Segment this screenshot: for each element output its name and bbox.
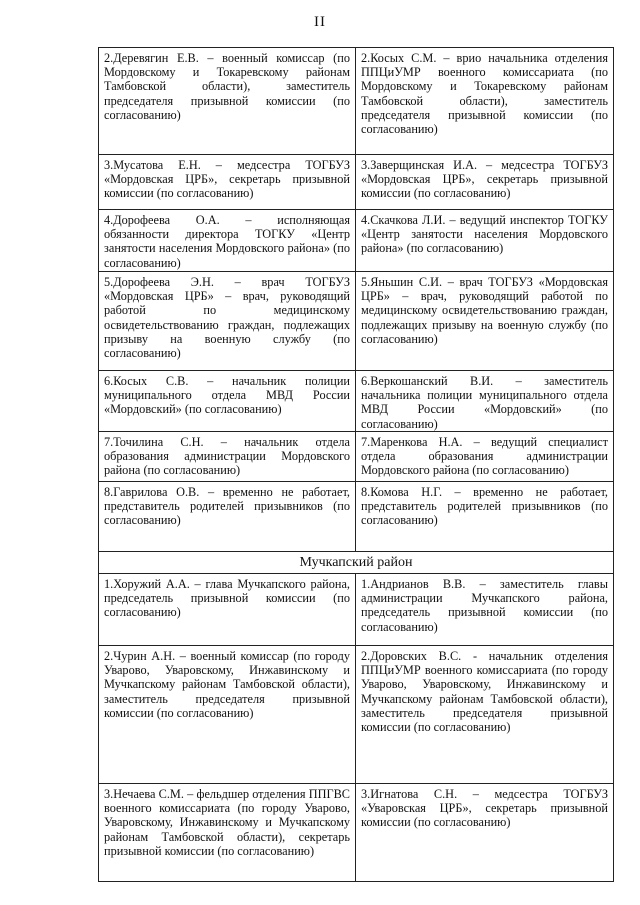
deputy-cell: 1.Андрианов В.В. – заместитель главы администрации Мучкапского района, председатель призывной комиссии (по согласованию) [356, 574, 614, 646]
table-row [99, 432, 614, 482]
table-row [99, 482, 614, 552]
deputy-cell: 5.Яньшин С.И. – врач ТОГБУЗ «Мордовская ЦРБ» – врач, руководящий работой по медицинскому освидетельствованию граждан, подлежащих призыву на военную службу (по согласованию) [356, 272, 614, 371]
commission-table [98, 47, 614, 882]
table-row [99, 272, 614, 371]
member-cell: 2.Деревягин Е.В. – военный комиссар (по Мордовскому и Токаревскому районам Тамбовской области), заместитель председателя призывной комиссии (по согласованию) [99, 48, 356, 155]
deputy-cell: 6.Веркошанский В.И. – заместитель начальника полиции муниципального отдела МВД России «Мордовский» (по согласованию) [356, 371, 614, 432]
deputy-cell: 2.Доровских В.С. - начальник отделения ППЦиУМР военного комиссариата (по городу Уварово, Уваровскому, Инжавинскому и Мучкапскому районам Тамбовской области), заместитель председателя призывной комиссии (по согласованию) [356, 646, 614, 784]
member-cell: 6.Косых С.В. – начальник полиции муниципального отдела МВД России «Мордовский» (по согласованию) [99, 371, 356, 432]
member-cell: 7.Точилина С.Н. – начальник отдела образования администрации Мордовского района (по согласованию) [99, 432, 356, 482]
deputy-cell: 3.Игнатова С.Н. – медсестра ТОГБУЗ «Уваровская ЦРБ», секретарь призывной комиссии (по согласованию) [356, 784, 614, 882]
table-row [99, 574, 614, 646]
deputy-cell: 2.Косых С.М. – врио начальника отделения ППЦиУМР военного комиссариата (по Мордовскому и Токаревскому районам Тамбовской области), заместитель председателя призывной комиссии (по согласованию) [356, 48, 614, 155]
table-row [99, 784, 614, 882]
section-header-row [99, 552, 614, 574]
member-cell: 3.Мусатова Е.Н. – медсестра ТОГБУЗ «Мордовская ЦРБ», секретарь призывной комиссии (по согласованию) [99, 155, 356, 210]
section-title: Мучкапский район [99, 552, 614, 574]
member-cell: 4.Дорофеева О.А. – исполняющая обязанности директора ТОГКУ «Центр занятости населения Мордовского района» (по согласованию) [99, 210, 356, 272]
table-row [99, 210, 614, 272]
member-cell: 5.Дорофеева Э.Н. – врач ТОГБУЗ «Мордовская ЦРБ» – врач, руководящий работой по медицинскому освидетельствованию граждан, подлежащих призыву на военную службу (по согласованию) [99, 272, 356, 371]
member-cell: 1.Хоружий А.А. – глава Мучкапского района, председатель призывной комиссии (по согласованию) [99, 574, 356, 646]
member-cell: 3.Нечаева С.М. – фельдшер отделения ППГВС военного комиссариата (по городу Уварово, Уваровскому, Инжавинскому и Мучкапскому районам Тамбовской области), секретарь призывной комиссии (по согласованию) [99, 784, 356, 882]
table-row [99, 371, 614, 432]
table-row [99, 155, 614, 210]
page-number: II [314, 14, 326, 30]
member-cell: 8.Гаврилова О.В. – временно не работает, представитель родителей призывников (по согласованию) [99, 482, 356, 552]
deputy-cell: 4.Скачкова Л.И. – ведущий инспектор ТОГКУ «Центр занятости населения Мордовского района» (по согласованию) [356, 210, 614, 272]
table-row [99, 48, 614, 155]
member-cell: 2.Чурин А.Н. – военный комиссар (по городу Уварово, Уваровскому, Инжавинскому и Мучкапскому районам Тамбовской области), заместитель председателя призывной комиссии (по согласованию) [99, 646, 356, 784]
deputy-cell: 8.Комова Н.Г. – временно не работает, представитель родителей призывников (по согласованию) [356, 482, 614, 552]
table-row [99, 646, 614, 784]
deputy-cell: 7.Маренкова Н.А. – ведущий специалист отдела образования администрации Мордовского района (по согласованию) [356, 432, 614, 482]
deputy-cell: 3.Заверщинская И.А. – медсестра ТОГБУЗ «Мордовская ЦРБ», секретарь призывной комиссии (по согласованию) [356, 155, 614, 210]
